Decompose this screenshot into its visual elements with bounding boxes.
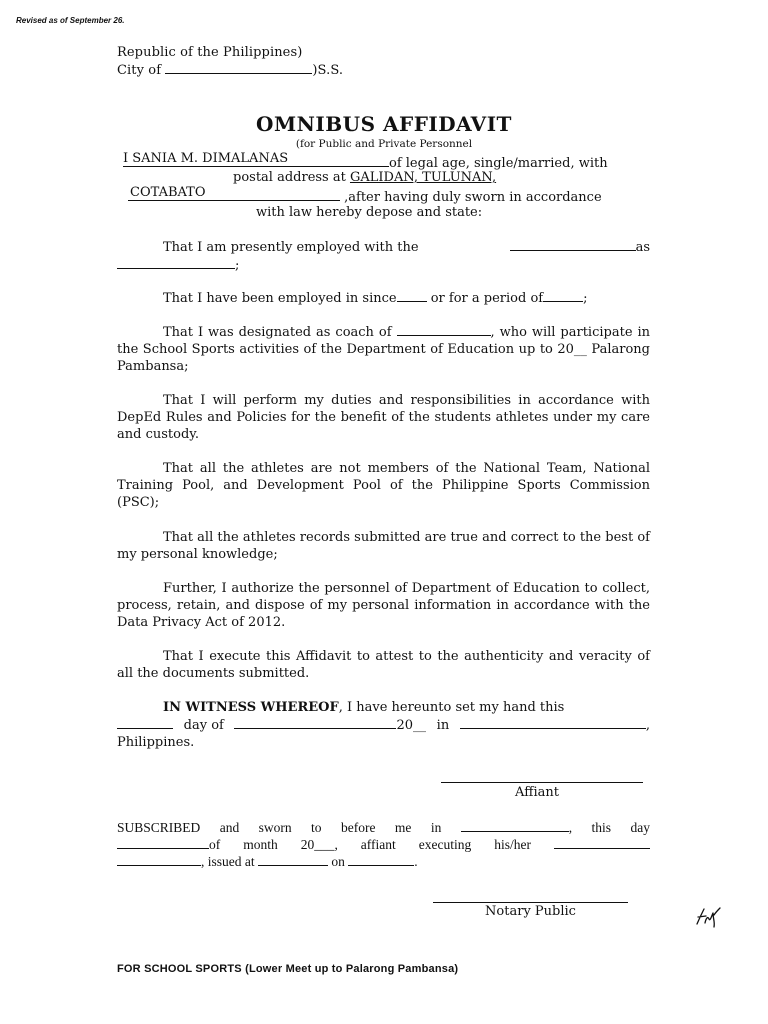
jurat-subscribed: SUBSCRIBED <box>117 820 201 835</box>
p2-end: ; <box>583 291 588 306</box>
witness-place-blank <box>460 716 646 729</box>
intro-line-2 <box>233 169 496 186</box>
jurat-word: and <box>219 820 240 835</box>
footer-note: FOR SCHOOL SPORTS (Lower Meet up to Palarong Pambansa) <box>117 963 459 975</box>
jurat-period: . <box>414 854 418 869</box>
witness-month-blank <box>234 716 396 729</box>
address-part-1: GALIDAN, TULUNAN, <box>349 170 497 185</box>
affiant-name: I SANIA M. DIMALANAS <box>123 151 289 166</box>
handwritten-initials-icon <box>694 903 722 929</box>
affiant-name-field <box>123 152 389 167</box>
jurat-word: 20___, <box>300 837 338 852</box>
paragraph-attest: That I execute this Affidavit to attest to the authenticity and veracity of all the documents submitted. <box>117 649 650 681</box>
revision-note: Revised as of September 26. <box>16 16 125 25</box>
witness-bold: IN WITNESS WHEREOF <box>163 700 339 715</box>
witness-day-of: day of <box>183 718 224 733</box>
affiant-label: Affiant <box>515 785 559 800</box>
jurat-word: executing <box>418 837 472 852</box>
jurat-id-number-blank <box>117 853 201 866</box>
intro-line-3 <box>128 186 602 206</box>
jurat-block <box>117 819 650 870</box>
p1-as: as <box>635 240 650 255</box>
witness-in: in <box>436 718 450 733</box>
p3-text-2: , who will participate in the School Sports activities of the Department of Education up to 20__ Palarong Pambansa; <box>117 325 650 374</box>
paragraph-witness <box>117 699 650 751</box>
paragraph-records: That all the athletes records submitted are true and correct to the best of my personal knowledge; <box>117 530 650 562</box>
paragraph-coach <box>117 323 650 375</box>
jurat-issued-date-blank <box>348 853 414 866</box>
document-subtitle: (for Public and Private Personnel <box>295 138 473 150</box>
witness-comma: , <box>645 718 650 733</box>
jurat-word: affiant <box>360 837 396 852</box>
jurat-id-blank <box>554 836 650 849</box>
witness-text: , I have hereunto set my hand this <box>338 700 565 715</box>
since-blank <box>397 289 427 302</box>
paragraph-data-privacy: Further, I authorize the personnel of Department of Education to collect, process, retain, and dispose of my personal information in accordance with the Data Privacy Act of 2012. <box>117 581 650 630</box>
jurat-place-blank <box>461 819 569 832</box>
postal-address-label: postal address at <box>233 170 346 185</box>
paragraph-employment-period <box>117 289 650 307</box>
paragraph-duties: That I will perform my duties and responsibilities in accordance with DepEd Rules and Policies for the benefit of the students athletes under my care and custody. <box>117 393 650 442</box>
jurat-issued-at: , issued at <box>201 854 255 869</box>
jurat-issued-place-blank <box>258 853 328 866</box>
document-title: OMNIBUS AFFIDAVIT <box>256 112 512 136</box>
paragraph-employment <box>117 238 650 274</box>
jurat-word: day <box>630 820 650 835</box>
header-republic: Republic of the Philippines) <box>117 45 303 60</box>
employer-blank <box>510 238 636 251</box>
jurat-word: to <box>311 820 322 835</box>
intro-line-4: with law hereby depose and state: <box>256 205 483 220</box>
address-part-2: COTABATO <box>130 185 206 200</box>
city-prefix: City of <box>117 63 162 78</box>
jurat-word: in <box>430 820 442 835</box>
notary-signature-line <box>433 902 628 903</box>
affiant-signature-line <box>441 782 643 783</box>
jurat-word: this <box>591 820 612 835</box>
jurat-day-blank <box>117 836 209 849</box>
jurat-word: month <box>243 837 278 852</box>
intro-line-3-tail: ,after having duly sworn in accordance <box>344 190 602 205</box>
p1-end: ; <box>235 258 240 273</box>
paragraph-national-team: That all the athletes are not members of the National Team, National Training Pool, and Development Pool of the Philippine Sports Commission (PSC); <box>117 461 650 510</box>
witness-day-blank <box>117 716 173 729</box>
jurat-on: on <box>331 854 345 869</box>
jurat-word: of <box>209 837 221 852</box>
coach-sport-blank <box>397 323 491 336</box>
jurat-comma: , <box>568 820 573 835</box>
city-suffix: )S.S. <box>312 63 344 78</box>
p3-text: That I was designated as coach of <box>163 325 392 340</box>
notary-label: Notary Public <box>485 904 576 919</box>
intro-line-1-tail: of legal age, single/married, with <box>389 156 608 171</box>
jurat-word: sworn <box>258 820 292 835</box>
header-city-line <box>117 61 343 79</box>
p2-text: That I have been employed in since <box>163 291 397 306</box>
jurat-word: before <box>340 820 376 835</box>
p2-period-text: or for a period of <box>430 291 544 306</box>
position-blank <box>117 256 235 269</box>
period-blank <box>543 289 583 302</box>
city-blank <box>165 61 312 74</box>
witness-country: Philippines. <box>117 735 195 750</box>
p1-text: That I am presently employed with the <box>163 240 419 255</box>
witness-year: 20__ <box>396 718 427 733</box>
jurat-word: me <box>394 820 412 835</box>
jurat-word: his/her <box>494 837 531 852</box>
address-field-2 <box>128 186 340 201</box>
